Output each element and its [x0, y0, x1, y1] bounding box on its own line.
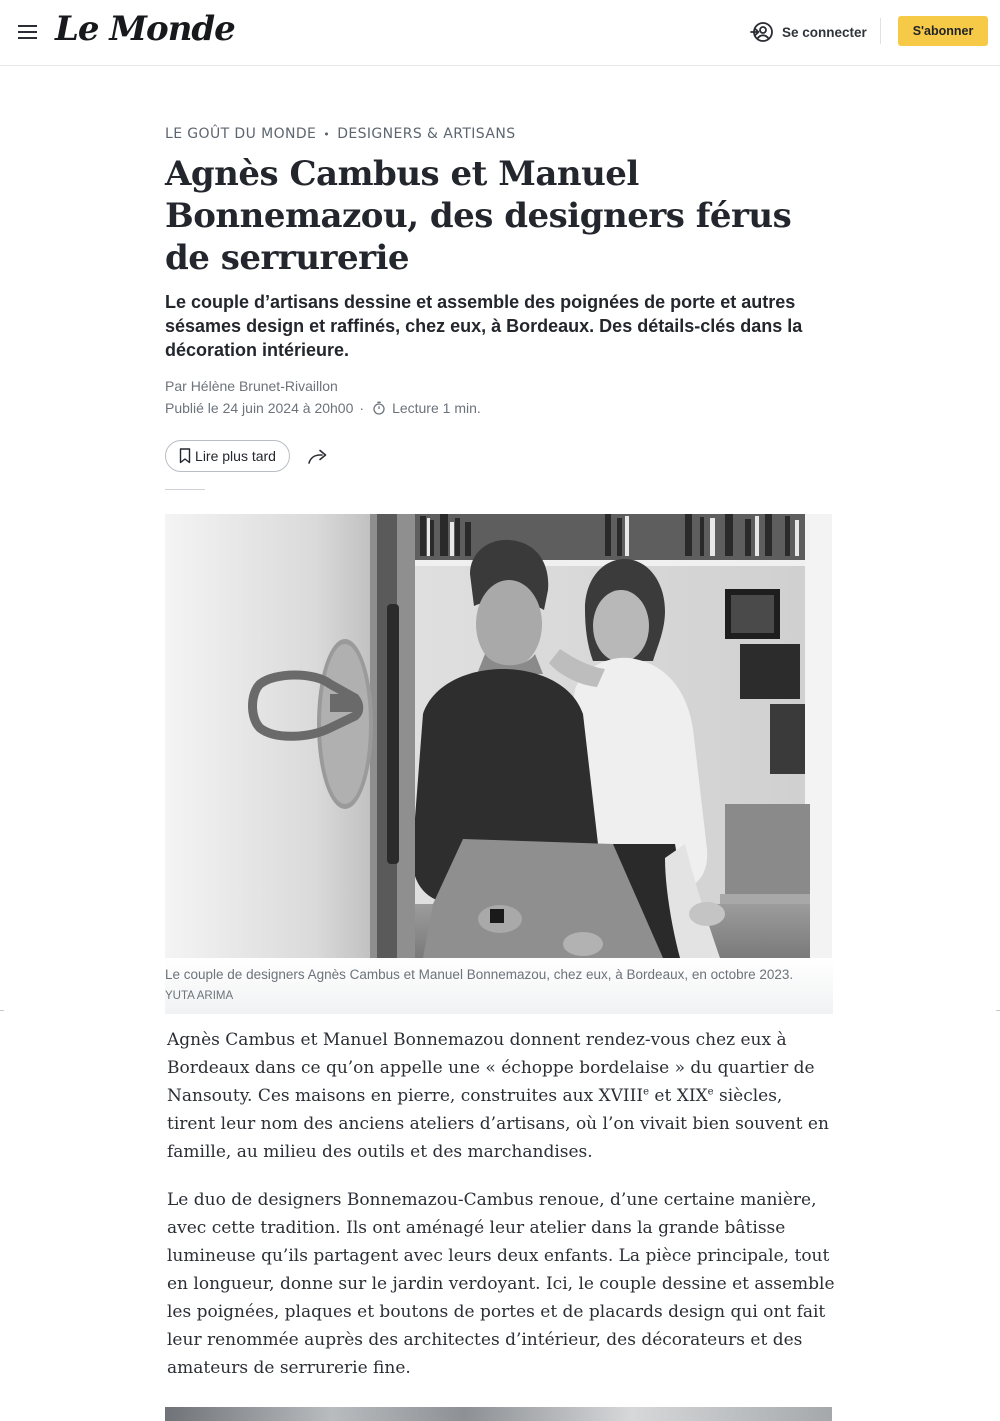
photo-caption: Le couple de designers Agnès Cambus et Manuel Bonnemazou, chez eux, à Bordeaux, en octobre 2023. [165, 967, 794, 982]
header-rule [165, 489, 205, 490]
article-title: Agnès Cambus et Manuel Bonnemazou, des designers férus de serrurerie [165, 154, 792, 278]
site-logo[interactable]: Le Monde [55, 9, 235, 49]
breadcrumb-subsection-link[interactable]: DESIGNERS & ARTISANS [337, 126, 516, 142]
article-standfirst: Le couple d’artisans dessine et assemble des poignées de porte et autres sésames design et raffinés, chez eux, à Bordeaux. Des détails-clés dans la décoration intérieure. [165, 292, 803, 360]
user-circle-icon [750, 20, 774, 44]
subscribe-button[interactable]: S'abonner [898, 16, 988, 46]
breadcrumb-separator: • [323, 127, 331, 141]
paragraph-1-text-a: Agnès Cambus et Manuel Bonnemazou donnent rendez-vous chez eux à Bordeaux dans ce qu’on appelle une « échoppe bordelaise » du quartier de Nansouty. Ces maisons en pierre, construites aux XVIII [167, 1030, 815, 1106]
author-prefix: Par [165, 378, 187, 394]
login-label: Se connecter [782, 24, 867, 40]
share-icon[interactable] [306, 444, 330, 468]
meta-separator: · [359, 400, 365, 416]
next-article-photo [165, 1407, 832, 1421]
page-edge-mark-right [996, 1010, 1000, 1011]
century-suffix-1: e [643, 1086, 650, 1098]
page-edge-mark-left [0, 1010, 4, 1011]
bookmark-icon [179, 448, 191, 464]
breadcrumb [165, 126, 515, 142]
publish-date: Publié le 24 juin 2024 à 20h00 [165, 400, 354, 416]
author-link[interactable]: Hélène Brunet-Rivaillon [190, 378, 338, 394]
century-suffix-2: e [707, 1086, 714, 1098]
paragraph-1-text-b: et XIX [649, 1086, 708, 1106]
photo-credit: YUTA ARIMA [165, 990, 234, 1002]
site-header [0, 0, 1000, 66]
menu-icon[interactable] [14, 18, 42, 46]
publication-meta [165, 400, 481, 416]
article-paragraph-2: Le duo de designers Bonnemazou-Cambus renoue, d’une certaine manière, avec cette tradition. Ils ont aménagé leur atelier dans la grande bâtisse lumineuse qu’ils partagent avec leurs deux enfants. La pièce principale, tout en longueur, donne sur le jardin verdoyant. Ici, le couple dessine et assemble les poignées, plaques et boutons de portes et de placards design qui ont fait leur renommée auprès des architectes d’intérieur, des décorateurs et des amateurs de serrurerie fine. [167, 1190, 835, 1378]
breadcrumb-section-link[interactable]: LE GOÛT DU MONDE [165, 126, 317, 142]
author-line [165, 378, 338, 394]
article-photo [165, 514, 832, 958]
header-divider [880, 18, 881, 44]
paragraph-1-text-c: siècles, tirent leur nom des anciens ateliers d’artisans, où l’on vivait bien souvent en famille, au milieu des outils et des marchandises. [167, 1086, 829, 1162]
timer-icon [372, 401, 386, 415]
login-button[interactable] [750, 18, 867, 46]
reading-time: Lecture 1 min. [392, 400, 481, 416]
read-later-label: Lire plus tard [195, 448, 276, 464]
read-later-button[interactable] [165, 440, 290, 472]
article-paragraph-1 [167, 1026, 835, 1166]
